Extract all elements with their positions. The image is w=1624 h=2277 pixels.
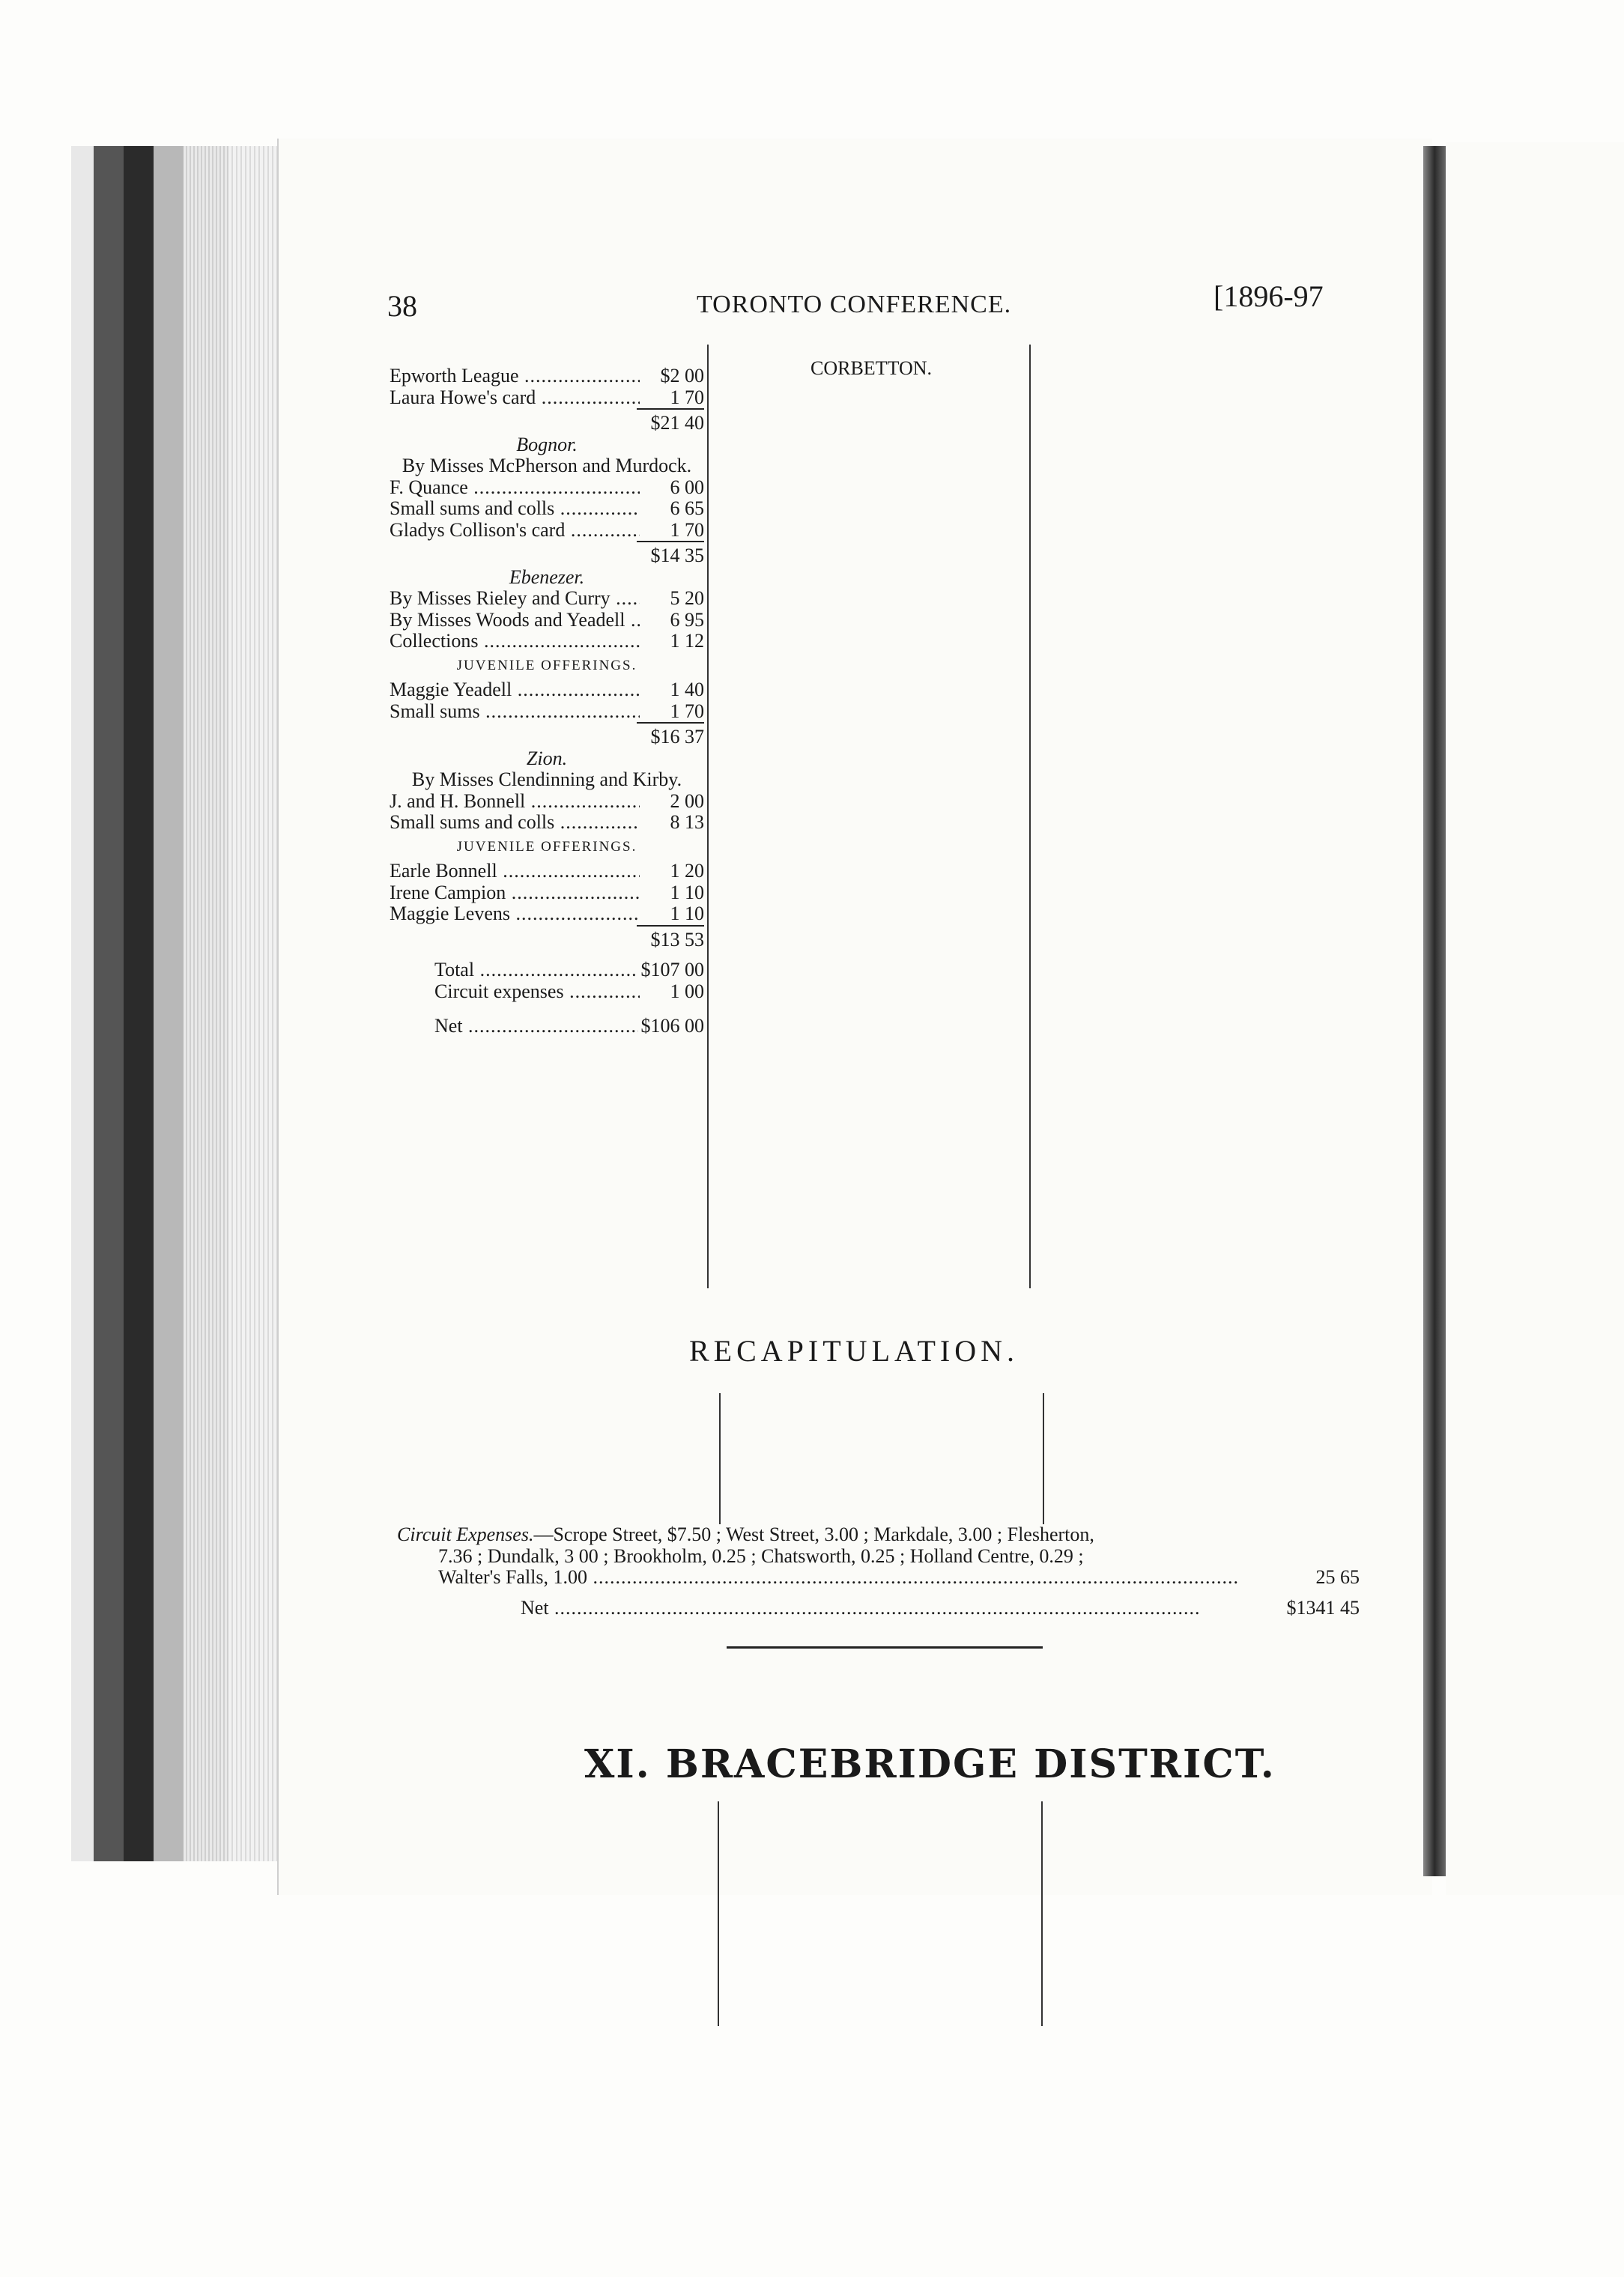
place-heading-ebenezer: Ebenezer. bbox=[509, 566, 585, 588]
book-gutter bbox=[1423, 146, 1446, 1876]
entry-row bbox=[390, 477, 704, 499]
subtotal-amount: $14 35 bbox=[637, 541, 704, 567]
entry-amount: 1 40 bbox=[670, 679, 704, 700]
column-divider bbox=[1029, 345, 1031, 1288]
entry-row bbox=[390, 701, 704, 723]
subtotal bbox=[390, 925, 704, 951]
circuit-expenses-line-3: Walter's Falls, 1.00 ..... 25 65 bbox=[397, 1567, 1360, 1589]
column-divider bbox=[707, 345, 709, 1288]
entry-name: By Misses Woods and Yeadell ..... bbox=[390, 610, 640, 631]
entry-name: By Misses Rieley and Curry ..... bbox=[390, 588, 640, 610]
spacer bbox=[390, 1002, 704, 1016]
entry-amount: 6 95 bbox=[670, 608, 704, 631]
year-label: [1896-97 bbox=[1214, 279, 1324, 313]
circuit-expenses-line-2: 7.36 ; Dundalk, 3 00 ; Brookholm, 0.25 ; Chatsworth, 0.25 ; Holland Centre, 0.29 ; bbox=[438, 1544, 1084, 1567]
entry-row bbox=[390, 631, 704, 652]
entry-amount: 1 70 bbox=[670, 386, 704, 408]
recapitulation-heading: RECAPITULATION. bbox=[689, 1334, 1019, 1368]
juvenile-offerings-heading: JUVENILE OFFERINGS. bbox=[456, 838, 637, 855]
entry-name: Earle Bonnell ..... bbox=[390, 861, 640, 882]
entry-amount: 8 13 bbox=[670, 811, 704, 833]
district-heading: XI. BRACEBRIDGE DISTRICT. bbox=[584, 1741, 1276, 1787]
entry-name: Small sums and colls ..... bbox=[390, 812, 640, 834]
circuit-expenses-label: Circuit Expenses. bbox=[397, 1523, 534, 1545]
column-divider bbox=[1041, 1801, 1043, 2026]
net-row bbox=[390, 1016, 704, 1037]
circuit-heading: CORBETTON. bbox=[810, 357, 933, 379]
entry-row bbox=[390, 366, 704, 387]
entry-amount: $2 00 bbox=[660, 365, 704, 386]
place-heading-zion: Zion. bbox=[526, 747, 568, 769]
column-divider bbox=[1043, 1393, 1044, 1524]
entry-row bbox=[390, 498, 704, 520]
entry-row bbox=[390, 610, 704, 631]
entry-name: Gladys Collison's card ..... bbox=[390, 520, 640, 542]
place-heading-bognor: Bognor. bbox=[516, 433, 578, 455]
subtotal-amount: $21 40 bbox=[637, 408, 704, 434]
column-2 bbox=[718, 358, 1025, 380]
entry-name: Maggie Yeadell ..... bbox=[390, 679, 640, 701]
entry-amount: 6 65 bbox=[670, 497, 704, 519]
entry-row bbox=[390, 387, 704, 409]
entry-name: Maggie Levens ..... bbox=[390, 903, 640, 925]
expenses-row bbox=[390, 981, 704, 1003]
entry-name: F. Quance ..... bbox=[390, 477, 640, 499]
entry-amount: 1 10 bbox=[670, 903, 704, 924]
circuit-expenses-line-1: —Scrope Street, $7.50 ; West Street, 3.00 ; Markdale, 3.00 ; Flesherton, bbox=[533, 1523, 1094, 1545]
entry-name: J. and H. Bonnell ..... bbox=[390, 791, 640, 813]
total-label: Net ..... bbox=[434, 1016, 638, 1037]
total-label: Circuit expenses ..... bbox=[434, 981, 640, 1003]
subtotal-amount: $13 53 bbox=[637, 925, 704, 951]
entry-row bbox=[390, 679, 704, 701]
entry-amount: 1 70 bbox=[670, 518, 704, 541]
entry-name: Small sums and colls ..... bbox=[390, 498, 640, 520]
entry-name: Collections ..... bbox=[390, 631, 640, 652]
entry-amount: 1 12 bbox=[670, 630, 704, 652]
entry-amount: 2 00 bbox=[670, 789, 704, 812]
entry-name: Irene Campion ..... bbox=[390, 882, 640, 904]
entry-name: Epworth League ..... bbox=[390, 366, 640, 387]
page-stack-edge bbox=[71, 146, 288, 1861]
column-1 bbox=[390, 366, 704, 1037]
subtotal bbox=[390, 541, 704, 567]
subtotal bbox=[390, 722, 704, 748]
entry-amount: 6 00 bbox=[670, 476, 704, 498]
entry-amount: 5 20 bbox=[670, 587, 704, 609]
recap-net: Net ..... $1341 45 bbox=[397, 1598, 1360, 1619]
total-label: Total ..... bbox=[434, 959, 638, 981]
entry-name: Small sums ..... bbox=[390, 701, 640, 723]
juvenile-offerings-heading: JUVENILE OFFERINGS. bbox=[456, 657, 637, 673]
entry-amount: 1 70 bbox=[670, 700, 704, 722]
page-number: 38 bbox=[387, 289, 417, 323]
entry-row bbox=[390, 588, 704, 610]
section-rule bbox=[727, 1646, 1043, 1649]
subtotal-amount: $16 37 bbox=[637, 722, 704, 748]
total-row bbox=[390, 959, 704, 981]
entry-row bbox=[390, 791, 704, 813]
entry-amount: 1 20 bbox=[670, 860, 704, 882]
column-divider bbox=[719, 1393, 721, 1524]
total-amount: $106 00 bbox=[640, 1015, 704, 1037]
entry-row bbox=[390, 882, 704, 904]
total-amount: $107 00 bbox=[640, 959, 704, 980]
entry-row bbox=[390, 520, 704, 542]
entry-amount: 1 10 bbox=[670, 881, 704, 903]
total-amount: 1 00 bbox=[670, 980, 704, 1002]
collectors-line: By Misses McPherson and Murdock. bbox=[402, 455, 692, 476]
column-divider bbox=[718, 1801, 719, 2026]
entry-row bbox=[390, 903, 704, 925]
right-page bbox=[1446, 142, 1624, 1895]
entry-row bbox=[390, 861, 704, 882]
entry-name: Laura Howe's card ..... bbox=[390, 387, 640, 409]
subtotal bbox=[390, 408, 704, 434]
circuit-expenses bbox=[397, 1524, 1360, 1619]
entry-row bbox=[390, 812, 704, 834]
running-title: TORONTO CONFERENCE. bbox=[697, 291, 1012, 318]
collectors-line: By Misses Clendinning and Kirby. bbox=[411, 768, 682, 790]
